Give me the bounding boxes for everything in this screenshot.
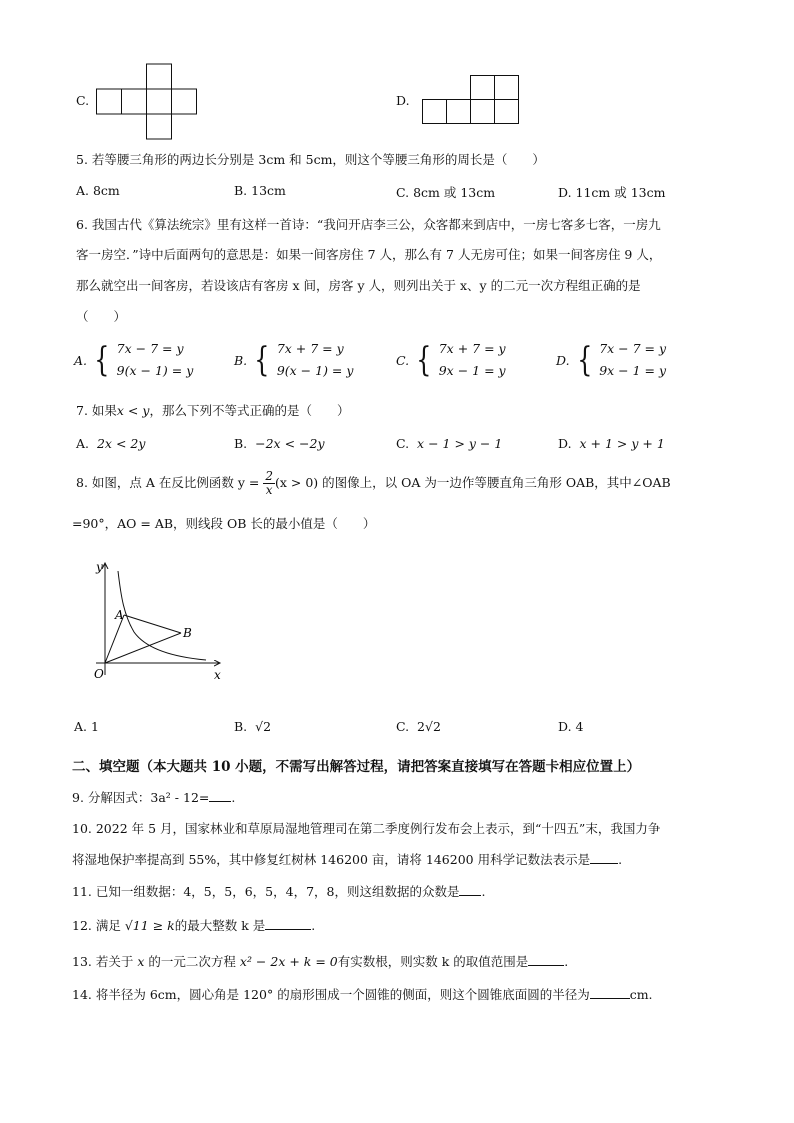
q5-stem: 5. 若等腰三角形的两边长分别是 3cm 和 5cm，则这个等腰三角形的周长是（ ） <box>76 152 545 167</box>
q13-end: . <box>564 954 569 969</box>
q12-line <box>72 916 315 934</box>
q4-option-d-net-figure <box>422 74 520 126</box>
q5-option-d: D. 11cm 或 13cm <box>558 185 666 200</box>
q8-segment-oa <box>105 615 124 663</box>
q6-option-d-eq2: 9x − 1 = y <box>599 363 667 378</box>
q12-condition: √11 ≥ k <box>124 918 175 933</box>
q11-end: . <box>481 884 486 899</box>
q7-option-a-expr: 2x < 2y <box>96 436 146 451</box>
q6-option-a-eq2: 9(x − 1) = y <box>116 363 194 378</box>
q10-line-2 <box>72 850 622 868</box>
q13-answer-blank[interactable] <box>528 953 564 966</box>
q7-option-b <box>234 436 325 451</box>
q7-stem-condition: x < y <box>116 403 150 418</box>
q8-option-c-value: 2√2 <box>417 719 441 734</box>
q8-option-c-label: C. <box>396 719 410 734</box>
q8-option-c <box>396 719 441 734</box>
q7-option-a <box>76 436 145 451</box>
q6-line-4: （ ） <box>76 309 127 324</box>
q7-option-a-label: A. <box>76 436 90 451</box>
q9-line <box>72 788 235 806</box>
q7-option-d <box>558 436 665 451</box>
q7-option-d-expr: x + 1 > y + 1 <box>579 436 665 451</box>
q8-option-b <box>234 719 271 734</box>
q8-segment-ob <box>105 633 181 663</box>
q7-stem-prefix: 7. 如果 <box>76 403 117 418</box>
q7-stem <box>76 401 349 419</box>
q5-option-a: A. 8cm <box>76 183 120 198</box>
q5-option-c: C. 8cm 或 13cm <box>396 185 496 200</box>
q6-option-c-eq2: 9x − 1 = y <box>438 363 506 378</box>
q6-option-b-eq2: 9(x − 1) = y <box>276 363 354 378</box>
q10-end: . <box>618 852 623 867</box>
q7-option-c-expr: x − 1 > y − 1 <box>417 436 503 451</box>
q14-line <box>72 985 653 1003</box>
q10-line-1: 10. 2022 年 5 月，国家林业和草原局湿地管理司在第二季度例行发布会上表示，到“十四五”末，我国力争 <box>72 821 661 836</box>
q4-option-c-net-figure <box>96 63 200 141</box>
q8-fraction-numerator: 2 <box>265 469 273 483</box>
section-2-title: 二、填空题（本大题共 10 小题，不需写出解答过程，请把答案直接填写在答题卡相应位置上） <box>72 759 641 775</box>
q8-label-b: B <box>183 626 192 640</box>
q14-answer-blank[interactable] <box>590 986 630 999</box>
q6-option-a <box>74 338 193 382</box>
q6-option-c-label: C. <box>396 352 410 368</box>
q8-label-o: O <box>94 667 104 681</box>
q6-option-a-label: A. <box>74 352 88 368</box>
q6-option-c <box>396 338 506 382</box>
q13-line <box>72 952 568 970</box>
q6-line-2: 客一房空．”诗中后面两句的意思是：如果一间客房住 7 人，那么有 7 人无房可住；如果一间客房住 9 人， <box>76 247 662 262</box>
q8-part-1: 8. 如图，点 A 在反比例函数 y = <box>76 475 260 490</box>
q8-option-a: A. 1 <box>74 719 99 734</box>
q5-option-b: B. 13cm <box>234 183 286 198</box>
q12-prefix: 12. 满足 <box>72 918 121 933</box>
q7-option-c <box>396 436 502 451</box>
q8-part-2: (x > 0) 的图像上，以 OA 为一边作等腰直角三角形 OAB，其中∠OAB <box>274 475 671 490</box>
q7-stem-suffix: ，那么下列不等式正确的是（ ） <box>149 403 350 418</box>
q12-end: . <box>311 918 316 933</box>
q8-label-x: x <box>214 668 221 682</box>
q9-answer-blank[interactable] <box>209 789 231 802</box>
q9-end: . <box>231 790 236 805</box>
q6-option-a-eq1: 7x − 7 = y <box>116 341 184 356</box>
q10-line-2-text: 将湿地保护率提高到 55%，其中修复红树林 146200 亩，请将 146200 用科学记数法表示是 <box>72 852 591 867</box>
q10-answer-blank[interactable] <box>590 851 618 864</box>
q7-option-b-label: B. <box>234 436 248 451</box>
q13-mid: 的一元二次方程 <box>148 954 236 969</box>
q13-equation: x² − 2x + k = 0 <box>239 954 338 969</box>
q6-option-b-brace: { <box>254 340 270 380</box>
q8-line-2: =90°，AO = AB，则线段 OB 长的最小值是（ ） <box>72 516 376 531</box>
q12-suffix: 的最大整数 k 是 <box>174 918 266 933</box>
q6-option-a-brace: { <box>94 340 110 380</box>
q6-option-b <box>234 338 353 382</box>
q8-hyperbola-curve <box>118 571 206 660</box>
q8-option-b-value: √2 <box>255 719 272 734</box>
q6-line-3: 那么就空出一间客房，若设该店有客房 x 间，房客 y 人，则列出关于 x、y 的二元一次方程组正确的是 <box>76 278 641 293</box>
q13-prefix: 13. 若关于 <box>72 954 134 969</box>
q6-option-c-brace: { <box>416 340 432 380</box>
q8-fraction-denominator: x <box>265 483 273 497</box>
q11-answer-blank[interactable] <box>459 883 481 896</box>
q4-option-d-label: D. <box>396 93 410 108</box>
q14-end: cm. <box>629 987 653 1002</box>
q11-text: 11. 已知一组数据：4，5，5，6，5，4，7，8，则这组数据的众数是 <box>72 884 460 899</box>
q12-answer-blank[interactable] <box>265 917 311 930</box>
q6-option-d-eq1: 7x − 7 = y <box>599 341 667 356</box>
q9-text: 9. 分解因式：3a² - 12= <box>72 790 210 805</box>
q8-fraction <box>263 470 275 497</box>
q8-graph-figure <box>88 557 228 687</box>
q13-suffix: 有实数根，则实数 k 的取值范围是 <box>337 954 529 969</box>
q4-option-c-label: C. <box>76 93 90 108</box>
q6-option-d <box>556 338 666 382</box>
q8-option-d: D. 4 <box>558 719 584 734</box>
q8-option-b-label: B. <box>234 719 248 734</box>
q14-text: 14. 将半径为 6cm，圆心角是 120° 的扇形围成一个圆锥的侧面，则这个圆锥底面圆的半径为 <box>72 987 590 1002</box>
q6-option-d-label: D. <box>556 352 570 368</box>
q8-label-a: A <box>115 608 124 622</box>
q6-option-d-brace: { <box>576 340 592 380</box>
q6-option-b-label: B. <box>234 352 248 368</box>
q7-option-c-label: C. <box>396 436 410 451</box>
q7-option-d-label: D. <box>558 436 572 451</box>
q6-option-b-eq1: 7x + 7 = y <box>276 341 344 356</box>
q7-option-b-expr: −2x < −2y <box>255 436 325 451</box>
q6-line-1: 6. 我国古代《算法统宗》里有这样一首诗：“我问开店李三公，众客都来到店中，一房七客多七客，一房九 <box>76 217 661 232</box>
q13-variable: x <box>137 954 145 969</box>
q6-option-c-eq1: 7x + 7 = y <box>438 341 506 356</box>
q11-line <box>72 882 485 900</box>
q8-label-y: y <box>96 560 103 574</box>
q8-line-1 <box>76 470 671 497</box>
